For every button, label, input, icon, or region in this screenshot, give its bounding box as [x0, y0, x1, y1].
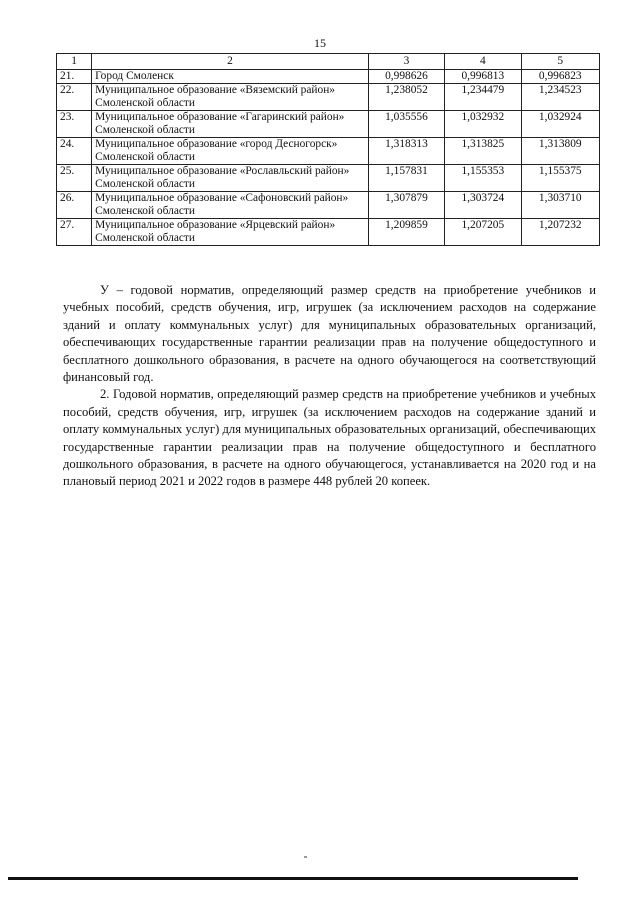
paragraph-definition: У – годовой норматив, определяющий размер средств на приобретение учебников и учебных пособий, средств обучения, игр, игрушек (за исключением расходов на содержание зданий и оплату коммунальных услуг) для муниципальных образовательных организаций, обеспечивающих государственные гарантии реализации прав на получение общедоступного и бесплатного дошкольного образования, в расчете на одного обучающегося на соответствующий финансовый год. [63, 283, 596, 385]
row-value-col4: 1,313825 [445, 138, 521, 165]
row-value-col3: 1,238052 [368, 84, 444, 111]
row-number: 26. [57, 192, 92, 219]
table-row [57, 219, 600, 246]
row-name: Муниципальное образование «Сафоновский район» Смоленской области [92, 192, 369, 219]
row-value-col5: 0,996823 [521, 70, 599, 84]
row-value-col4: 1,155353 [445, 165, 521, 192]
table-row [57, 138, 600, 165]
row-value-col3: 1,035556 [368, 111, 444, 138]
row-value-col3: 1,307879 [368, 192, 444, 219]
header-col-5: 5 [521, 54, 599, 70]
row-value-col3: 1,157831 [368, 165, 444, 192]
row-name: Муниципальное образование «Вяземский район» Смоленской области [92, 84, 369, 111]
row-number: 24. [57, 138, 92, 165]
table-row [57, 84, 600, 111]
row-name: Муниципальное образование «Ярцевский район» Смоленской области [92, 219, 369, 246]
row-value-col4: 1,303724 [445, 192, 521, 219]
row-value-col5: 1,303710 [521, 192, 599, 219]
row-number: 23. [57, 111, 92, 138]
row-value-col5: 1,155375 [521, 165, 599, 192]
row-value-col5: 1,313809 [521, 138, 599, 165]
row-value-col5: 1,234523 [521, 84, 599, 111]
header-col-2: 2 [92, 54, 369, 70]
row-name: Муниципальное образование «город Десногорск» Смоленской области [92, 138, 369, 165]
document-body [63, 282, 596, 491]
row-value-col5: 1,207232 [521, 219, 599, 246]
table-row [57, 165, 600, 192]
row-name: Муниципальное образование «Рославльский район» Смоленской области [92, 165, 369, 192]
row-value-col4: 1,234479 [445, 84, 521, 111]
row-value-col4: 1,207205 [445, 219, 521, 246]
row-value-col3: 0,998626 [368, 70, 444, 84]
table-header-row [57, 54, 600, 70]
paragraph-item-2: 2. Годовой норматив, определяющий размер средств на приобретение учебников и учебных пособий, средств обучения, игр, игрушек (за исключением расходов на содержание зданий и оплату коммунальных услуг) для муниципальных образовательных организаций, обеспечивающих государственные гарантии реализации прав на получение общедоступного и бесплатного дошкольного образования, в расчете на одного обучающегося, устанавливается на 2020 год и на плановый период 2021 и 2022 годов в размере 448 рублей 20 копеек. [63, 387, 596, 489]
bottom-rule [8, 877, 578, 880]
header-col-4: 4 [445, 54, 521, 70]
row-number: 27. [57, 219, 92, 246]
header-col-3: 3 [368, 54, 444, 70]
row-value-col3: 1,209859 [368, 219, 444, 246]
row-number: 22. [57, 84, 92, 111]
row-number: 25. [57, 165, 92, 192]
header-col-1: 1 [57, 54, 92, 70]
coefficients-table [56, 53, 600, 246]
row-number: 21. [57, 70, 92, 84]
row-name: Город Смоленск [92, 70, 369, 84]
table-row [57, 111, 600, 138]
row-value-col3: 1,318313 [368, 138, 444, 165]
table-row [57, 192, 600, 219]
row-value-col4: 1,032932 [445, 111, 521, 138]
row-name: Муниципальное образование «Гагаринский район» Смоленской области [92, 111, 369, 138]
row-value-col5: 1,032924 [521, 111, 599, 138]
row-value-col4: 0,996813 [445, 70, 521, 84]
page-number: 15 [314, 36, 326, 50]
scan-artifact-dot [304, 856, 307, 858]
table-row [57, 70, 600, 84]
